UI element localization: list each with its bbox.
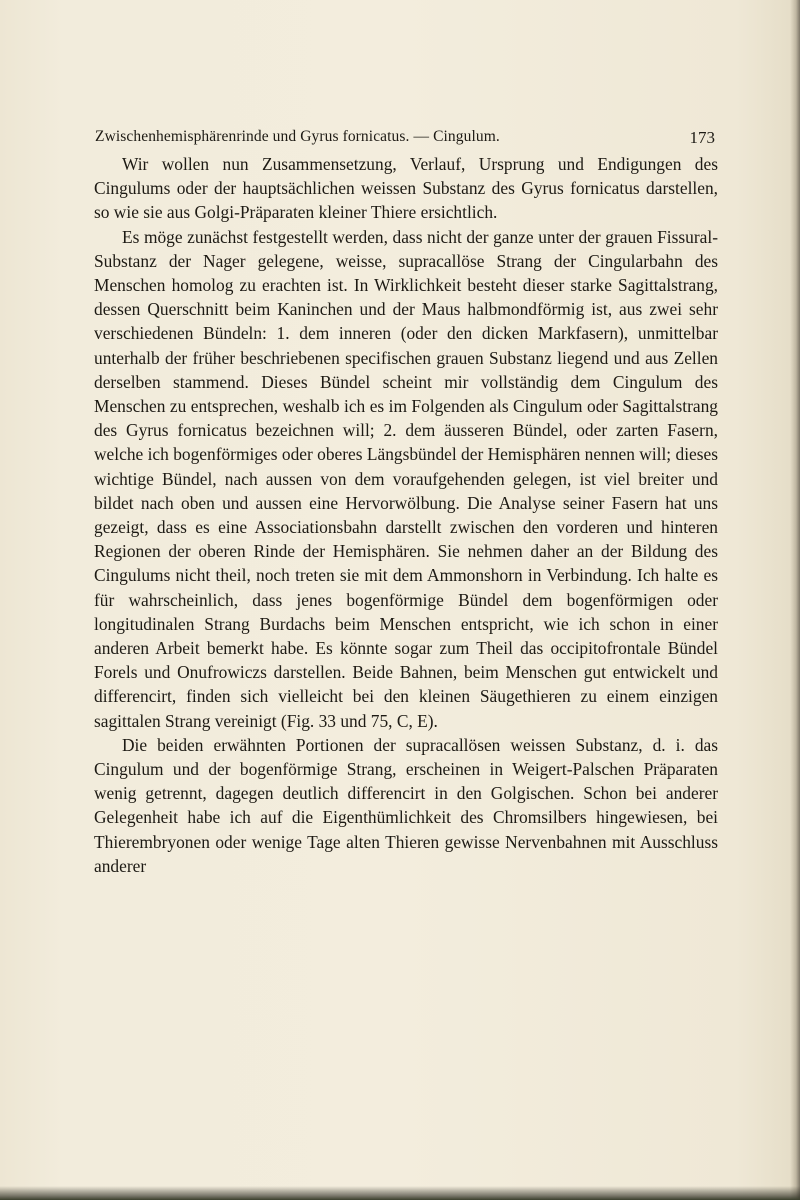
page-edge-shadow: [790, 0, 800, 1200]
running-title: Zwischenhemisphärenrinde und Gyrus fornicatus. — Cingulum.: [95, 128, 500, 145]
page-bottom-edge: [0, 1186, 800, 1200]
paragraph: Es möge zunächst festgestellt werden, dass nicht der ganze unter der grauen Fissural-Substanz der Nager gelegene, weisse, supracallöse Strang der Cingularbahn des Menschen homolog zu erachten ist. In Wirklichkeit besteht dieser starke Sagittalstrang, dessen Querschnitt beim Kaninchen und der Maus halbmondförmig ist, aus zwei sehr verschiedenen Bündeln: 1. dem inneren (oder den dicken Markfasern), unmittelbar unterhalb der früher beschriebenen specifischen grauen Substanz liegend und aus Zellen derselben stammend. Dieses Bündel scheint mir vollständig dem Cingulum des Menschen zu entsprechen, weshalb ich es im Folgenden als Cingulum oder Sagittalstrang des Gyrus fornicatus bezeichnen will; 2. dem äusseren Bündel, oder zarten Fasern, welche ich bogenförmiges oder oberes Längsbündel der Hemisphären nennen will; dieses wichtige Bündel, nach aussen von dem voraufgehenden gelegen, ist viel breiter und bildet nach oben und aussen eine Hervorwölbung. Die Analyse seiner Fasern hat uns gezeigt, dass es eine Associationsbahn darstellt zwischen den vorderen und hinteren Regionen der oberen Rinde der Hemisphären. Sie nehmen daher an der Bildung des Cingulums nicht theil, noch treten sie mit dem Ammonshorn in Verbindung. Ich halte es für wahrscheinlich, dass jenes bogenförmige Bündel dem bogenförmigen oder longitudinalen Strang Burdachs beim Menschen entspricht, wie ich schon in einer anderen Arbeit bemerkt habe. Es könnte sogar zum Theil das occipitofrontale Bündel Forels und Onufrowiczs darstellen. Beide Bahnen, beim Menschen gut entwickelt und differencirt, finden sich vielleicht bei den kleinen Säugethieren zu einem einzigen sagittalen Strang vereinigt (Fig. 33 und 75, C, E).: [94, 226, 718, 731]
paragraph: Die beiden erwähnten Portionen der supracallösen weissen Substanz, d. i. das Cingulum und der bogenförmige Strang, erscheinen in Weigert-Palschen Präparaten wenig getrennt, dagegen deutlich differencirt in den Golgischen. Schon bei anderer Gelegenheit habe ich auf die Eigenthümlichkeit des Chromsilbers hingewiesen, bei Thierembryonen oder wenige Tage alten Thieren gewisse Nervenbahnen mit Ausschluss anderer: [94, 734, 718, 876]
running-head: [95, 128, 715, 152]
paragraph: Wir wollen nun Zusammensetzung, Verlauf, Ursprung und Endigungen des Cingulums oder der hauptsächlichen weissen Substanz des Gyrus fornicatus darstellen, so wie sie aus Golgi-Präparaten kleiner Thiere ersichtlich.: [94, 154, 718, 223]
page-number: 173: [689, 128, 715, 147]
body-text: [94, 152, 718, 878]
